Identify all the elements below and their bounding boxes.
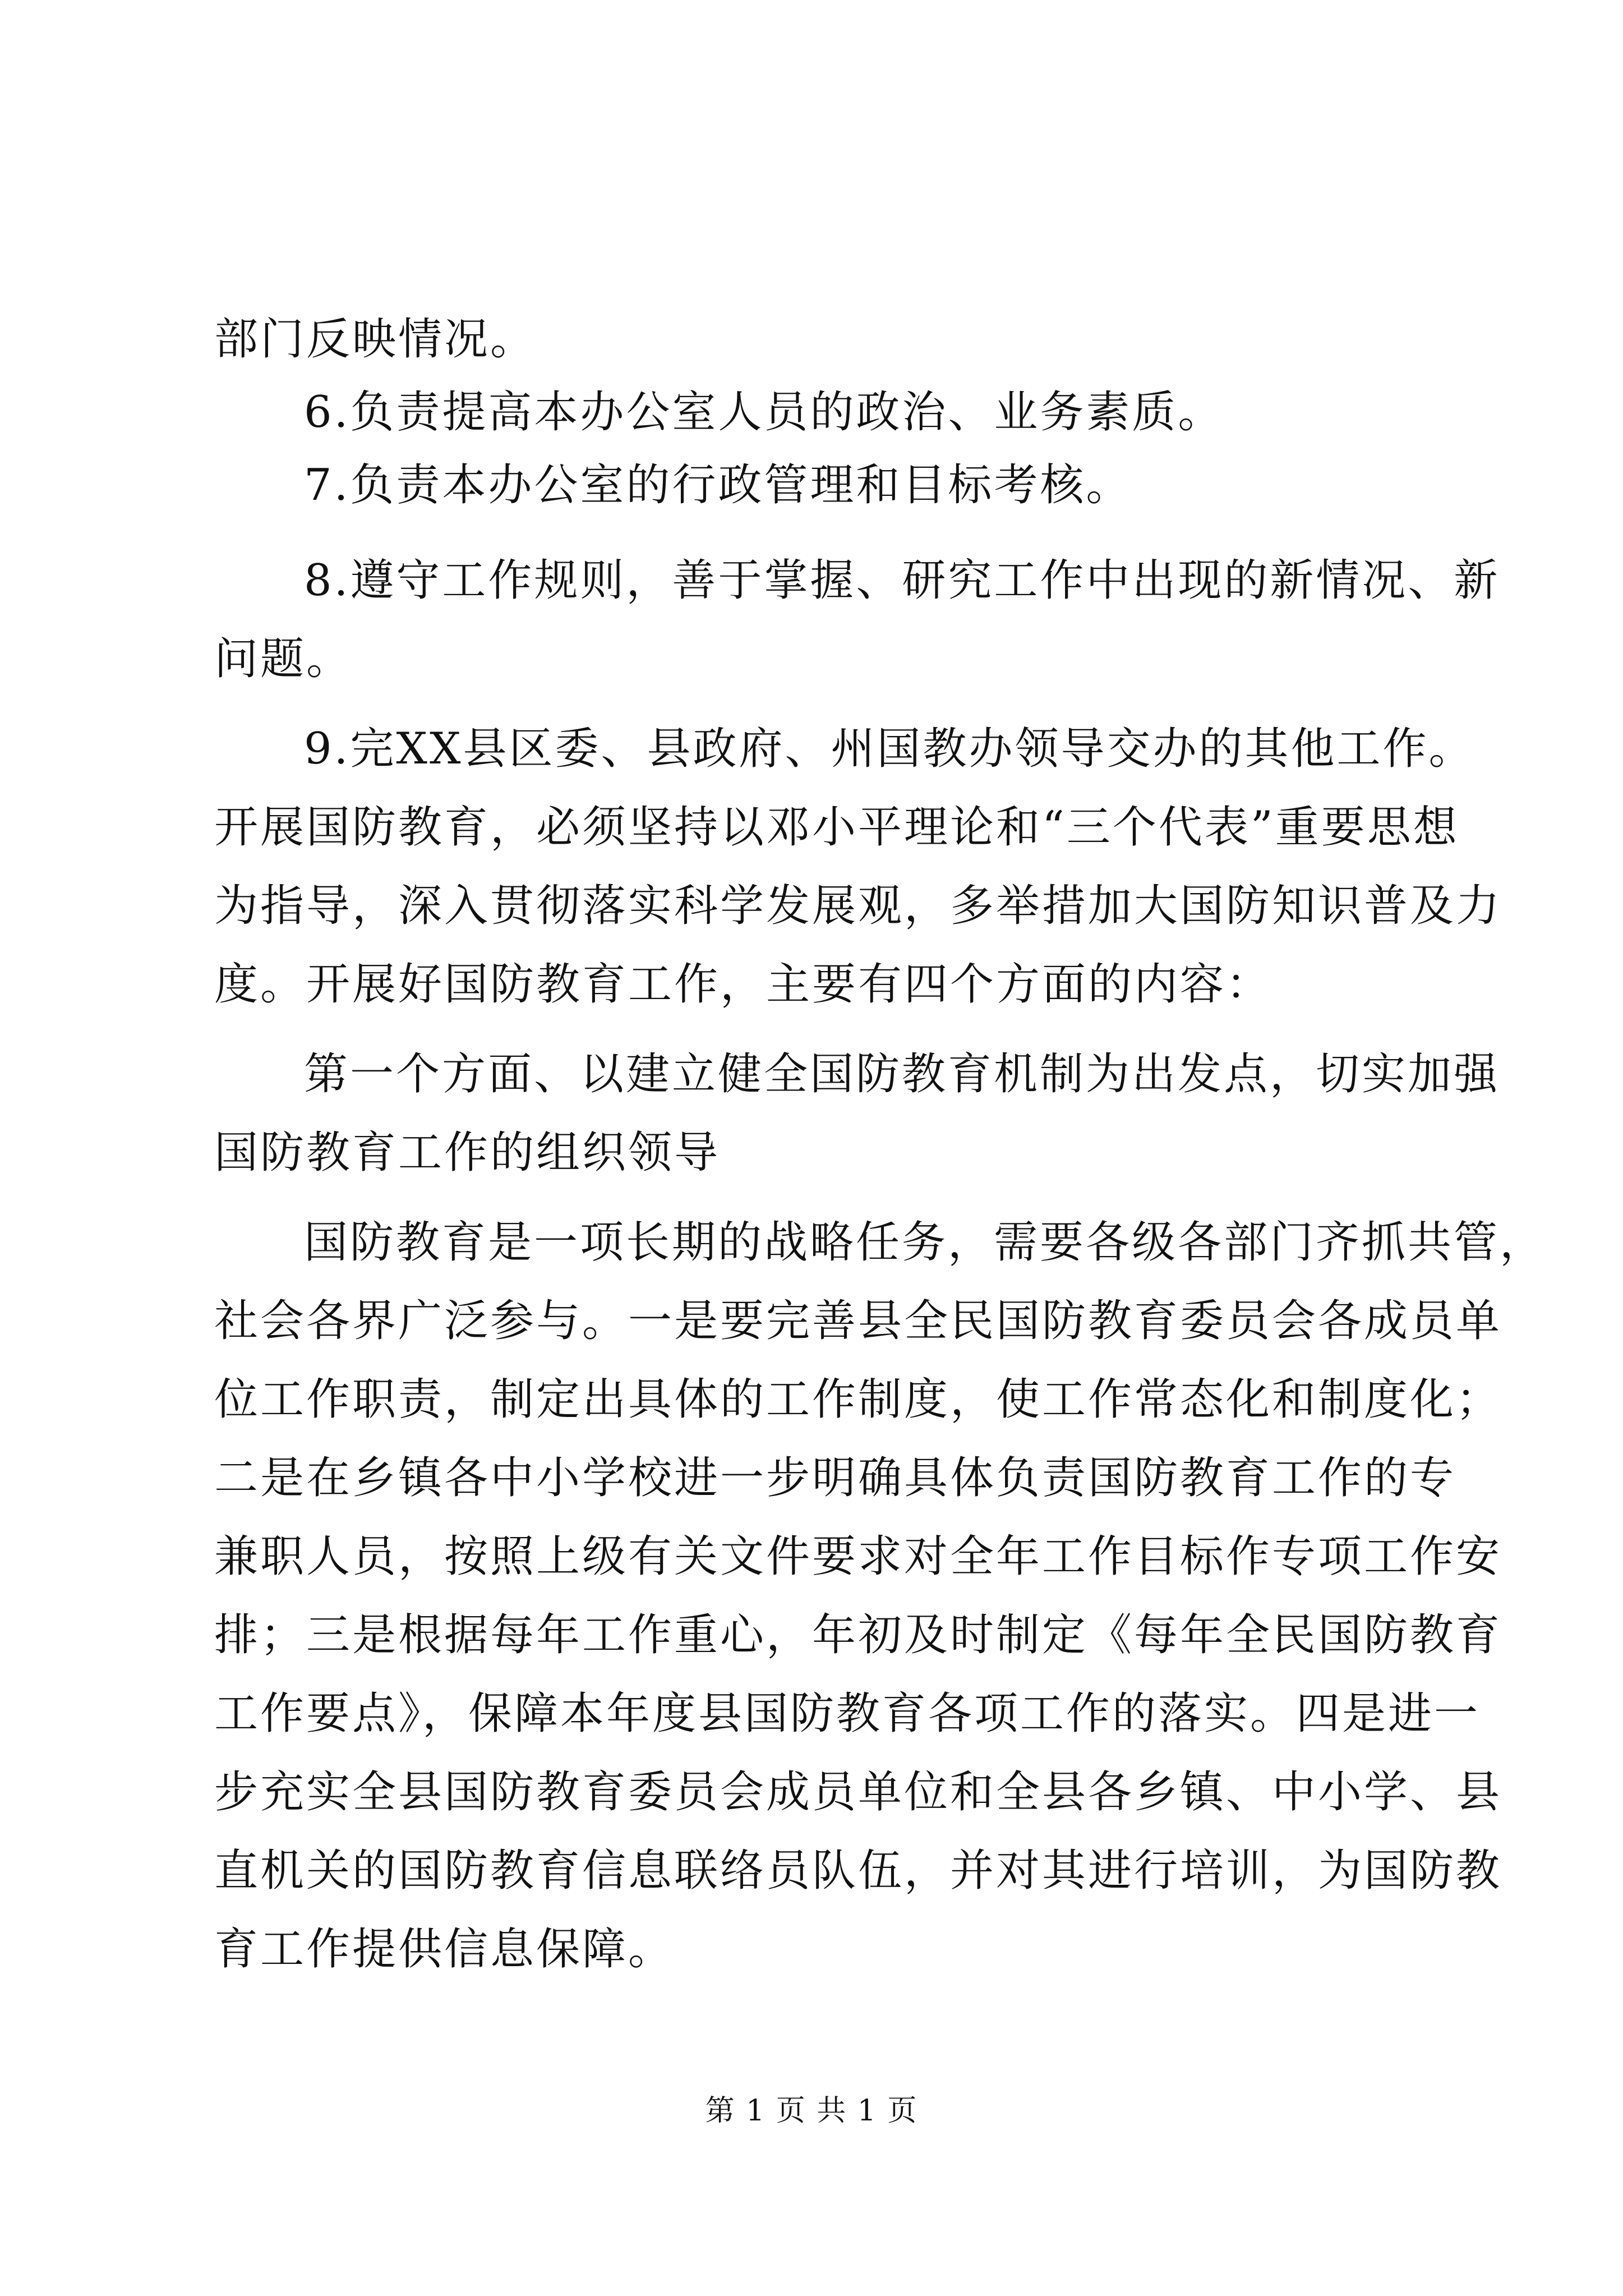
text-line-3: 7.负责本办公室的行政管理和目标考核。 xyxy=(304,460,1132,510)
text-line-5: 问题。 xyxy=(214,634,353,684)
text-line-15: 二是在乡镇各中小学校进一步明确具体负责国防教育工作的专 xyxy=(214,1453,1456,1503)
text-line-11: 国防教育工作的组织领导 xyxy=(214,1128,721,1178)
page-number-footer: 第 1 页 共 1 页 xyxy=(705,2094,918,2128)
text-line-2: 6.负责提高本办公室人员的政治、业务素质。 xyxy=(304,387,1224,438)
text-line-12: 国防教育是一项长期的战略任务，需要各级各部门齐抓共管， xyxy=(304,1217,1546,1268)
text-line-19: 步充实全县国防教育委员会成员单位和全县各乡镇、中小学、县 xyxy=(214,1767,1502,1818)
text-line-7: 开展国防教育，必须坚持以邓小平理论和“三个代表”重要思想 xyxy=(214,802,1459,853)
text-line-21: 育工作提供信息保障。 xyxy=(214,1924,675,1975)
text-line-9: 度。开展好国防教育工作，主要有四个方面的内容： xyxy=(214,959,1272,1010)
text-line-10: 第一个方面、以建立健全国防教育机制为出发点，切实加强 xyxy=(304,1049,1500,1099)
text-line-6: 9.完XX县区委、县政府、州国教办领导交办的其他工作。 xyxy=(304,724,1475,774)
text-line-4: 8.遵守工作规则，善于掌握、研究工作中出现的新情况、新 xyxy=(304,555,1500,606)
text-line-8: 为指导，深入贯彻落实科学发展观，多举措加大国防知识普及力 xyxy=(214,881,1502,931)
text-line-17: 排；三是根据每年工作重心，年初及时制定《每年全民国防教育 xyxy=(214,1610,1502,1660)
text-line-20: 直机关的国防教育信息联络员队伍，并对其进行培训，为国防教 xyxy=(214,1846,1502,1896)
text-line-18: 工作要点》，保障本年度县国防教育各项工作的落实。四是进一 xyxy=(214,1688,1481,1739)
text-line-14: 位工作职责，制定出具体的工作制度，使工作常态化和制度化； xyxy=(214,1374,1502,1425)
text-line-1: 部门反映情况。 xyxy=(214,314,537,365)
text-line-16: 兼职人员，按照上级有关文件要求对全年工作目标作专项工作安 xyxy=(214,1531,1502,1582)
text-line-13: 社会各界广泛参与。一是要完善县全民国防教育委员会各成员单 xyxy=(214,1296,1502,1346)
